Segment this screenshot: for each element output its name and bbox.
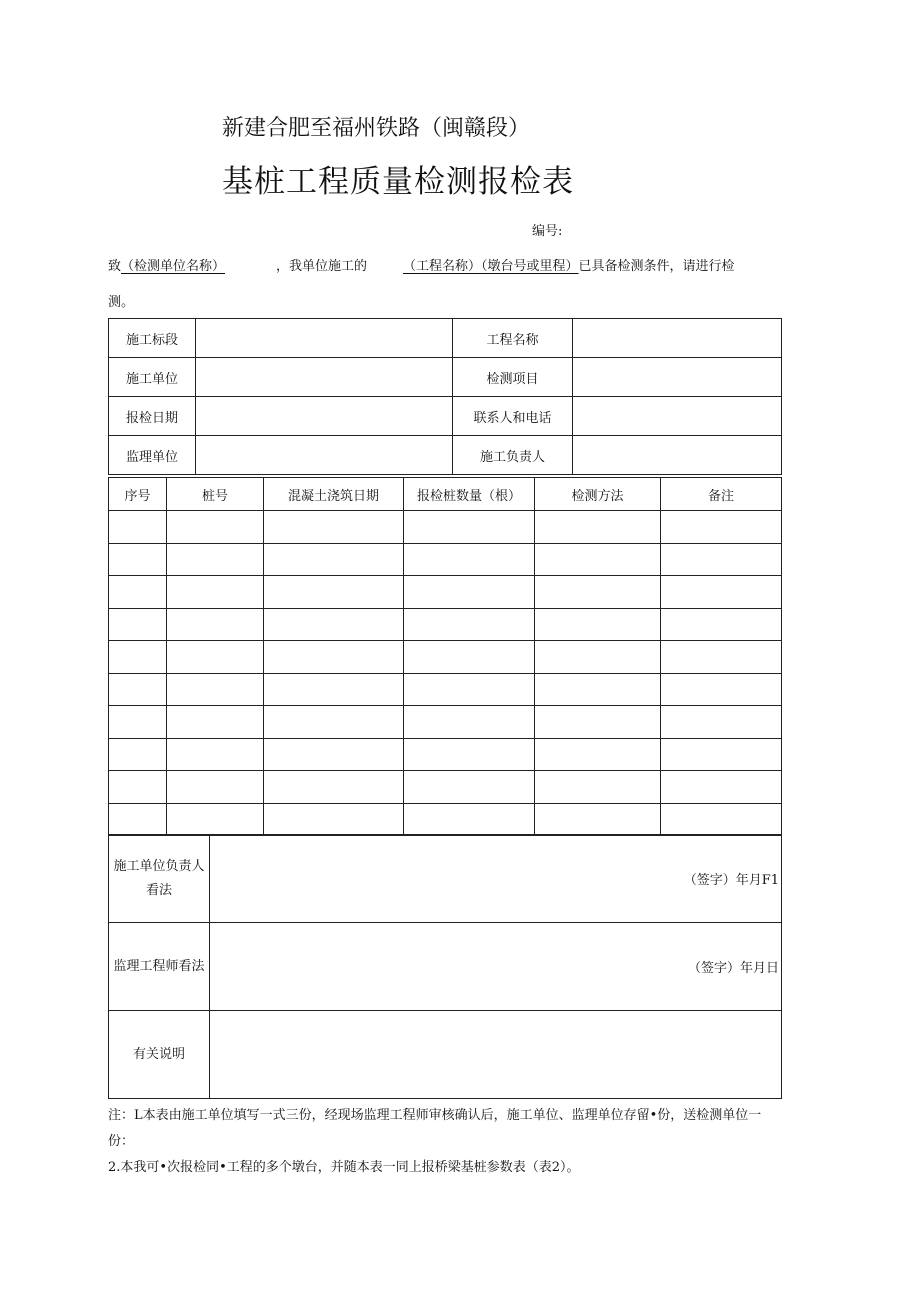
col-header-pour-date: 混凝土浇筑日期: [264, 478, 404, 511]
table-row: [109, 576, 782, 609]
col-header-index: 序号: [109, 478, 167, 511]
info-label-right: 施工负责人: [453, 436, 573, 475]
number-label: 编号:: [532, 224, 563, 239]
table-cell[interactable]: [535, 608, 661, 641]
table-cell[interactable]: [109, 803, 167, 836]
table-cell[interactable]: [264, 738, 404, 771]
table-row: [109, 608, 782, 641]
table-cell[interactable]: [109, 738, 167, 771]
form-title: 基桩工程质量检测报检表: [222, 164, 574, 200]
pile-table: [108, 477, 782, 836]
opinion-field-notes[interactable]: [210, 1011, 782, 1099]
table-cell[interactable]: [535, 706, 661, 739]
opinion-table: [108, 834, 782, 1099]
info-row: [109, 436, 782, 475]
table-row: [109, 511, 782, 544]
recipient-field[interactable]: （检测单位名称）: [121, 259, 226, 274]
info-value-right[interactable]: [573, 397, 782, 436]
table-cell[interactable]: [535, 511, 661, 544]
table-cell[interactable]: [661, 738, 782, 771]
signature-date-supervisor: （签字）年月日: [687, 961, 779, 976]
col-header-pile-no: 桩号: [167, 478, 264, 511]
table-cell[interactable]: [661, 543, 782, 576]
info-value-left[interactable]: [196, 358, 453, 397]
info-row: [109, 319, 782, 358]
opinion-row-supervisor: [109, 923, 782, 1011]
table-cell[interactable]: [264, 641, 404, 674]
table-cell[interactable]: [264, 803, 404, 836]
table-cell[interactable]: [167, 673, 264, 706]
table-row: [109, 738, 782, 771]
info-value-left[interactable]: [196, 319, 453, 358]
table-cell[interactable]: [535, 641, 661, 674]
table-cell[interactable]: [109, 608, 167, 641]
table-cell[interactable]: [109, 576, 167, 609]
info-value-right[interactable]: [573, 319, 782, 358]
col-header-pile-count: 报检桩数量（根）: [404, 478, 535, 511]
opinion-row-notes: [109, 1011, 782, 1099]
table-cell[interactable]: [264, 543, 404, 576]
opinion-label-supervisor: 监理工程师看法: [109, 923, 210, 1011]
table-row: [109, 641, 782, 674]
info-label-left: 报检日期: [109, 397, 196, 436]
table-cell[interactable]: [167, 738, 264, 771]
table-row: [109, 543, 782, 576]
table-cell[interactable]: [404, 803, 535, 836]
table-cell[interactable]: [167, 803, 264, 836]
table-cell[interactable]: [109, 641, 167, 674]
table-cell[interactable]: [264, 673, 404, 706]
title-line1: 新建合肥至福州铁路（闽赣段）: [222, 116, 531, 141]
table-cell[interactable]: [167, 771, 264, 804]
table-cell[interactable]: [661, 771, 782, 804]
signature-date-contractor: （签字）年月F1: [683, 873, 779, 888]
table-cell[interactable]: [535, 771, 661, 804]
table-cell[interactable]: [264, 576, 404, 609]
table-cell[interactable]: [264, 608, 404, 641]
table-cell[interactable]: [661, 803, 782, 836]
table-cell[interactable]: [109, 706, 167, 739]
col-header-remarks: 备注: [661, 478, 782, 511]
table-cell[interactable]: [535, 673, 661, 706]
table-cell[interactable]: [404, 576, 535, 609]
table-cell[interactable]: [661, 673, 782, 706]
table-cell[interactable]: [167, 576, 264, 609]
table-cell[interactable]: [535, 738, 661, 771]
table-cell[interactable]: [167, 543, 264, 576]
info-value-right[interactable]: [573, 436, 782, 475]
opinion-label-notes: 有关说明: [109, 1011, 210, 1099]
intro-middle: ，我单位施工的: [276, 259, 368, 274]
table-cell[interactable]: [661, 511, 782, 544]
opinion-field-supervisor[interactable]: [210, 923, 782, 1011]
info-label-right: 工程名称: [453, 319, 573, 358]
table-cell[interactable]: [404, 738, 535, 771]
table-cell[interactable]: [404, 673, 535, 706]
table-cell[interactable]: [264, 706, 404, 739]
table-cell[interactable]: [535, 576, 661, 609]
note-line2: 份：: [108, 1134, 135, 1149]
table-cell[interactable]: [109, 543, 167, 576]
info-value-right[interactable]: [573, 358, 782, 397]
note-line3: 2.本我可•次报检同•工程的多个墩台，并随本表一同上报桥梁基桩参数表（表2）。: [108, 1160, 580, 1175]
table-cell[interactable]: [404, 608, 535, 641]
opinion-field-contractor[interactable]: [210, 835, 782, 923]
table-cell[interactable]: [404, 511, 535, 544]
table-cell[interactable]: [535, 543, 661, 576]
opinion-label-contractor: 施工单位负责人 看法: [109, 835, 210, 923]
note-line1: 注：L本表由施工单位填写一式三份，经现场监理工程师审核确认后，施工单位、监理单位存留•份，送检测单位一: [108, 1108, 762, 1123]
table-cell[interactable]: [404, 641, 535, 674]
col-header-method: 检测方法: [535, 478, 661, 511]
pile-table-header: [109, 478, 782, 511]
table-cell[interactable]: [264, 771, 404, 804]
table-row: [109, 706, 782, 739]
table-cell[interactable]: [404, 543, 535, 576]
table-row: [109, 673, 782, 706]
table-cell[interactable]: [109, 771, 167, 804]
table-cell[interactable]: [167, 608, 264, 641]
table-cell[interactable]: [404, 771, 535, 804]
info-label-right: 联系人和电话: [453, 397, 573, 436]
info-label-left: 施工单位: [109, 358, 196, 397]
intro-prefix: 致: [108, 259, 122, 274]
table-cell[interactable]: [167, 511, 264, 544]
info-table: [108, 318, 782, 475]
table-cell[interactable]: [264, 511, 404, 544]
info-label-left: 施工标段: [109, 319, 196, 358]
table-cell[interactable]: [661, 641, 782, 674]
info-label-left: 监理单位: [109, 436, 196, 475]
table-cell[interactable]: [167, 706, 264, 739]
project-field[interactable]: （工程名称）（墩台号或里程）: [403, 259, 579, 274]
info-value-left[interactable]: [196, 397, 453, 436]
table-cell[interactable]: [109, 511, 167, 544]
opinion-row-contractor: [109, 835, 782, 923]
info-row: [109, 358, 782, 397]
table-row: [109, 803, 782, 836]
table-cell[interactable]: [535, 803, 661, 836]
table-cell[interactable]: [661, 608, 782, 641]
intro-line1: [108, 255, 735, 274]
info-row: [109, 397, 782, 436]
info-label-right: 检测项目: [453, 358, 573, 397]
table-cell[interactable]: [109, 673, 167, 706]
intro-line2: 测。: [108, 295, 135, 310]
table-row: [109, 771, 782, 804]
table-cell[interactable]: [661, 576, 782, 609]
info-value-left[interactable]: [196, 436, 453, 475]
table-cell[interactable]: [661, 706, 782, 739]
table-cell[interactable]: [167, 641, 264, 674]
table-cell[interactable]: [404, 706, 535, 739]
intro-suffix: 已具备检测条件，请进行检: [578, 259, 735, 274]
